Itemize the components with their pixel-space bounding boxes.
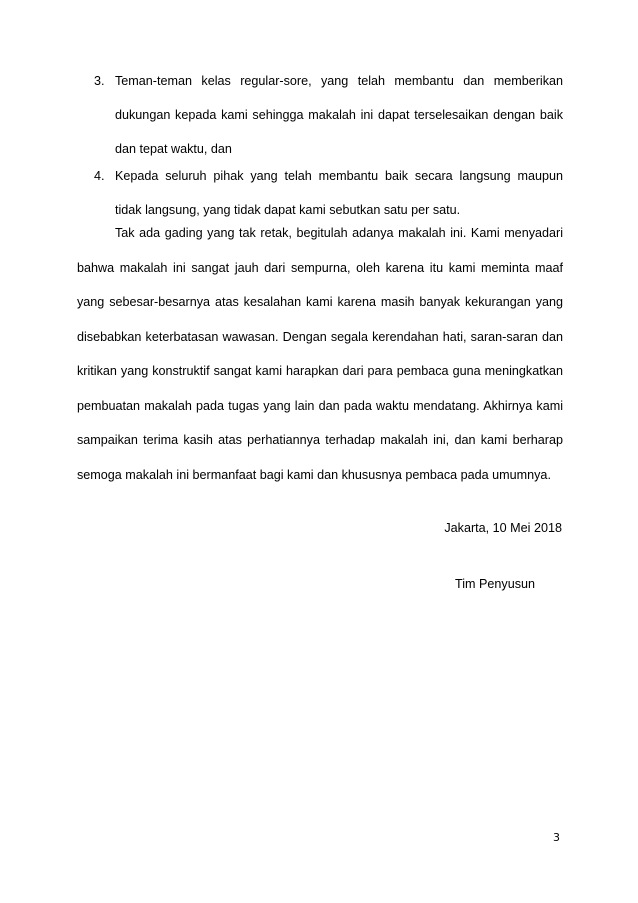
list-number: 3. <box>94 74 105 88</box>
list-text: Kepada seluruh pihak yang telah membantu baik secara langsung maupun tidak langsung, yang tidak dapat kami sebutkan satu per satu. <box>115 169 563 217</box>
list-text: Teman-teman kelas regular-sore, yang telah membantu dan memberikan dukungan kepada kami sehingga makalah ini dapat terselesaikan dengan baik dan tepat waktu, dan <box>115 74 563 156</box>
list-item-3 <box>94 64 563 166</box>
place-date: Jakarta, 10 Mei 2018 <box>444 521 562 535</box>
closing-paragraph: Tak ada gading yang tak retak, begitulah adanya makalah ini. Kami menyadari bahwa makalah ini sangat jauh dari sempurna, oleh karena itu kami meminta maaf yang sebesar-besarnya atas kesalahan kami karena masih banyak kekurangan yang disebabkan keterbatasan wawasan. Dengan segala kerendahan hati, saran-saran dan kritikan yang konstruktif sangat kami harapkan dari para pembaca guna meningkatkan pembuatan makalah pada tugas yang lain dan pada waktu mendatang. Akhirnya kami sampaikan terima kasih atas perhatiannya terhadap makalah ini, dan kami berharap semoga makalah ini bermanfaat bagi kami dan khususnya pembaca pada umumnya. <box>77 226 563 482</box>
list-number: 4. <box>94 169 105 183</box>
signature: Tim Penyusun <box>455 577 536 591</box>
page-number: 3 <box>553 831 560 844</box>
